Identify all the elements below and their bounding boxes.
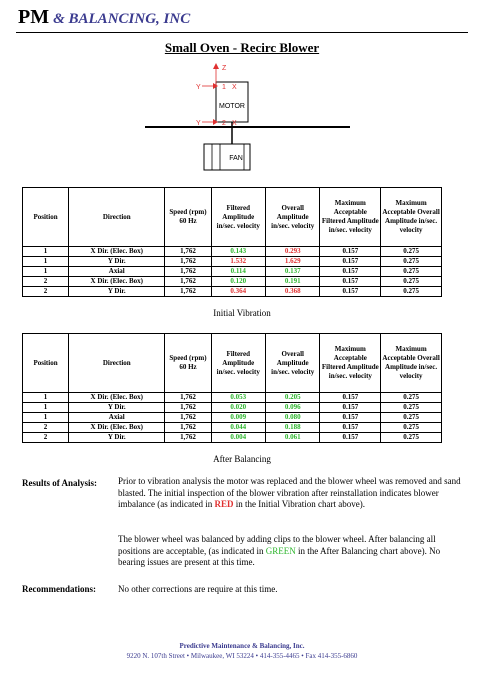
col-max-filtered: Maximum Acceptable Filtered Amplitude in/sec. velocity (320, 334, 381, 393)
cell-overall: 0.368 (265, 287, 319, 297)
cell-speed: 1,762 (165, 403, 211, 413)
cell-max-filtered: 0.157 (320, 433, 381, 443)
header-row (23, 188, 442, 247)
table2-caption: After Balancing (213, 454, 271, 464)
cell-max-overall: 0.275 (381, 287, 442, 297)
cell-direction: Y Dir. (69, 257, 165, 267)
table-row (23, 247, 442, 257)
cell-filtered: 0.020 (211, 403, 265, 413)
cell-overall: 0.188 (265, 423, 319, 433)
initial-vibration-table (22, 187, 442, 297)
point-2-label: 2 (222, 120, 226, 127)
cell-direction: X Dir. (Elec. Box) (69, 393, 165, 403)
cell-speed: 1,762 (165, 393, 211, 403)
cell-filtered: 0.053 (211, 393, 265, 403)
col-direction: Direction (69, 188, 165, 247)
cell-direction: X Dir. (Elec. Box) (69, 277, 165, 287)
cell-filtered: 0.009 (211, 413, 265, 423)
cell-max-filtered: 0.157 (320, 413, 381, 423)
cell-overall: 1.629 (265, 257, 319, 267)
company-header (18, 6, 190, 29)
cell-position: 1 (23, 403, 69, 413)
table-row (23, 433, 442, 443)
cell-max-filtered: 0.157 (320, 257, 381, 267)
footer-address: 9220 N. 107th Street • Milwaukee, WI 53224 • 414-355-4465 • Fax 414-355-6860 (126, 652, 358, 660)
cell-position: 2 (23, 277, 69, 287)
fan-label: FAN (229, 155, 243, 162)
cell-speed: 1,762 (165, 413, 211, 423)
fan-housing (204, 144, 250, 170)
table1-caption: Initial Vibration (213, 308, 271, 318)
table-row (23, 393, 442, 403)
col-filtered: Filtered Amplitude in/sec. velocity (211, 334, 265, 393)
cell-max-overall: 0.275 (381, 267, 442, 277)
col-overall: Overall Amplitude in/sec. velocity (265, 188, 319, 247)
results-label: Results of Analysis: (22, 478, 98, 488)
green-keyword: GREEN (265, 545, 296, 556)
cell-overall: 0.080 (265, 413, 319, 423)
cell-max-overall: 0.275 (381, 403, 442, 413)
cell-max-overall: 0.275 (381, 433, 442, 443)
cell-max-overall: 0.275 (381, 393, 442, 403)
cell-speed: 1,762 (165, 257, 211, 267)
recommendations-label: Recommendations: (22, 584, 96, 594)
cell-max-filtered: 0.157 (320, 393, 381, 403)
header-rule (16, 32, 468, 33)
cell-filtered: 0.114 (211, 267, 265, 277)
cell-speed: 1,762 (165, 423, 211, 433)
cell-position: 1 (23, 257, 69, 267)
page-title: Small Oven - Recirc Blower (164, 40, 320, 55)
footer-company: Predictive Maintenance & Balancing, Inc. (179, 642, 305, 650)
cell-speed: 1,762 (165, 287, 211, 297)
brand-rest: & BALANCING, INC (53, 11, 191, 27)
cell-overall: 0.096 (265, 403, 319, 413)
cell-speed: 1,762 (165, 277, 211, 287)
cell-overall: 0.061 (265, 433, 319, 443)
cell-max-filtered: 0.157 (320, 403, 381, 413)
cell-position: 1 (23, 247, 69, 257)
col-speed: Speed (rpm) 60 Hz (165, 334, 211, 393)
recommendations-text: No other corrections are require at this time. (118, 584, 278, 594)
motor-label: MOTOR (219, 103, 245, 110)
results-paragraph-2 (118, 534, 463, 569)
cell-direction: Y Dir. (69, 403, 165, 413)
motor-fan-diagram (140, 60, 360, 185)
cell-max-overall: 0.275 (381, 257, 442, 267)
cell-speed: 1,762 (165, 433, 211, 443)
col-filtered: Filtered Amplitude in/sec. velocity (211, 188, 265, 247)
cell-direction: Axial (69, 267, 165, 277)
cell-speed: 1,762 (165, 247, 211, 257)
cell-overall: 0.293 (265, 247, 319, 257)
table-row (23, 423, 442, 433)
cell-max-overall: 0.275 (381, 277, 442, 287)
results-text-c: The blower wheel was balanced by adding clips to the blower wheel. After balancing all positions are acceptable, (as indicated in (118, 534, 436, 556)
cell-direction: Y Dir. (69, 287, 165, 297)
cell-direction: X Dir. (Elec. Box) (69, 423, 165, 433)
col-max-overall: Maximum Acceptable Overall Amplitude in/sec. velocity (381, 188, 442, 247)
cell-max-overall: 0.275 (381, 247, 442, 257)
table-row (23, 413, 442, 423)
results-paragraph-1 (118, 476, 463, 511)
cell-max-filtered: 0.157 (320, 423, 381, 433)
cell-overall: 0.137 (265, 267, 319, 277)
results-text-b: in the Initial Vibration chart above). (233, 499, 365, 509)
table-row (23, 403, 442, 413)
cell-position: 2 (23, 423, 69, 433)
cell-position: 2 (23, 433, 69, 443)
cell-filtered: 0.364 (211, 287, 265, 297)
cell-max-filtered: 0.157 (320, 277, 381, 287)
cell-max-overall: 0.275 (381, 413, 442, 423)
col-max-filtered: Maximum Acceptable Filtered Amplitude in/sec. velocity (320, 188, 381, 247)
col-speed: Speed (rpm) 60 Hz (165, 188, 211, 247)
cell-direction: Y Dir. (69, 433, 165, 443)
y1-label: Y (196, 84, 201, 91)
after-balancing-table (22, 333, 442, 443)
x2-label: X (232, 120, 237, 127)
table-row (23, 287, 442, 297)
cell-filtered: 0.044 (211, 423, 265, 433)
cell-direction: X Dir. (Elec. Box) (69, 247, 165, 257)
cell-max-filtered: 0.157 (320, 287, 381, 297)
cell-position: 2 (23, 287, 69, 297)
cell-filtered: 0.004 (211, 433, 265, 443)
point-1-label: 1 (222, 84, 226, 91)
cell-filtered: 0.143 (211, 247, 265, 257)
cell-overall: 0.205 (265, 393, 319, 403)
results-text-d: in the After Balancing chart above). No bearing issues are present at this time. (118, 545, 441, 567)
col-max-overall: Maximum Acceptable Overall Amplitude in/sec. velocity (381, 334, 442, 393)
cell-overall: 0.191 (265, 277, 319, 287)
table-row (23, 267, 442, 277)
col-direction: Direction (69, 334, 165, 393)
cell-filtered: 0.120 (211, 277, 265, 287)
cell-speed: 1,762 (165, 267, 211, 277)
cell-max-filtered: 0.157 (320, 247, 381, 257)
results-text-a: Prior to vibration analysis the motor was replaced and the blower wheel was removed and sand blasted. The initial inspection of the blower vibration after reinstallation indicates blower imbalance (as indicated in (118, 476, 461, 509)
table-row (23, 277, 442, 287)
header-row (23, 334, 442, 393)
cell-position: 1 (23, 413, 69, 423)
y2-label: Y (196, 120, 201, 127)
col-position: Position (23, 188, 69, 247)
red-keyword: RED (214, 499, 234, 509)
x1-label: X (232, 84, 237, 91)
cell-position: 1 (23, 393, 69, 403)
cell-filtered: 1.532 (211, 257, 265, 267)
brand-main: PM (18, 6, 50, 28)
z-label: Z (222, 65, 227, 72)
cell-position: 1 (23, 267, 69, 277)
cell-direction: Axial (69, 413, 165, 423)
col-position: Position (23, 334, 69, 393)
cell-max-overall: 0.275 (381, 423, 442, 433)
cell-max-filtered: 0.157 (320, 267, 381, 277)
table-row (23, 257, 442, 267)
col-overall: Overall Amplitude in/sec. velocity (265, 334, 319, 393)
